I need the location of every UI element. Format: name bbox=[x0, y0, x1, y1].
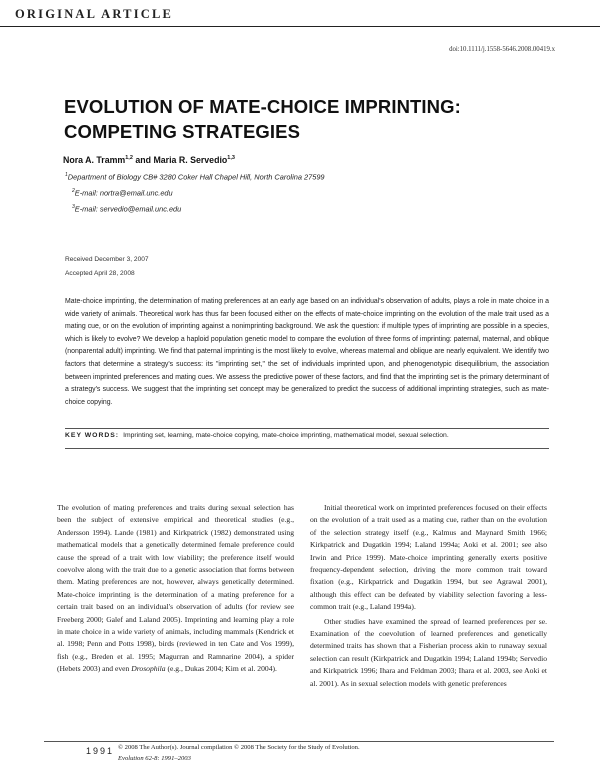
title-line-1: EVOLUTION OF MATE-CHOICE IMPRINTING: bbox=[64, 96, 461, 117]
footer-citation: Evolution 62-8: 1991–2003 bbox=[118, 755, 191, 762]
received-date: Received December 3, 2007 bbox=[65, 256, 149, 263]
body-column-left bbox=[57, 502, 294, 676]
body-text: (e.g., Dukas 2004; Kim et al. 2004). bbox=[165, 664, 277, 674]
affiliation-3-sup: 3 bbox=[72, 204, 75, 210]
affiliation-1 bbox=[65, 172, 325, 181]
body-paragraph: Other studies have examined the spread of learned preferences per se. Examination of the coevolution of learned preferences and genetically determined traits has shown that a Fisherian process akin to runaway sexual selection can result (Kirkpatrick and Dugatkin 1994; Laland 1994b; Servedio and Kirkpatrick 1996; Ihara and Feldman 2003; Ihara et al. 2003, see Aoki et al. 2001). As in sexual selection models with genetic preferences bbox=[310, 616, 547, 688]
authors bbox=[63, 155, 235, 165]
keywords-rule-bottom bbox=[65, 448, 549, 449]
email-author-2[interactable]: E-mail: servedio@email.unc.edu bbox=[74, 204, 182, 214]
author-joiner: and bbox=[132, 155, 154, 165]
affiliation-2 bbox=[72, 188, 173, 197]
title-line-2: COMPETING STRATEGIES bbox=[64, 121, 301, 142]
author-1-sup: 1,2 bbox=[125, 155, 133, 162]
body-column-right bbox=[310, 502, 547, 690]
author-1: Nora A. Tramm bbox=[63, 155, 126, 165]
affiliation-3 bbox=[72, 204, 181, 213]
keywords-label: KEY WORDS: bbox=[65, 432, 120, 439]
body-text: The evolution of mating preferences and traits during sexual selection has been the subject of extensive empirical and theoretical studies (e.g., Andersson 1994). Lande (1981) and Kirkpatrick (1982) demonstrated using mathematical models that a genetically determined female preference could cause the spread of a trait with low viability; the preference itself would coevolve along with the trait due to a genetic association that forms between them. Mating preferences are not, however, always genetically determined. Mate-choice imprinting is the determination of a mating preference for a certain trait based on an individual's observation of adults (for review see Freeberg 2000; Galef and Laland 2005). Imprinting and learning play a role in mate choice in a wide variety of animals, including mammals (Kendrick et al. 1998; Penn and Potts 1998), birds (reviewed in ten Cate and Vos 1999), fish (e.g., Breden et al. 1995; Magurran and Ramnarine 2004), a spider (Hebets 2003) and even bbox=[57, 503, 294, 674]
accepted-date: Accepted April 28, 2008 bbox=[65, 270, 135, 277]
header-rule bbox=[0, 26, 600, 27]
body-paragraph bbox=[57, 502, 294, 676]
affiliation-1-sup: 1 bbox=[65, 172, 68, 178]
abstract: Mate-choice imprinting, the determination of mating preferences at an early age based on an individual's observation of adults, plays a role in mate choice in a wide variety of animals. Theoretical work has thus far been focused either on the effects of mate-choice imprinting on the evolution of the male trait used as a mating cue, or on the evolution of imprinting against a nonimprinting background. We ask the question: if multiple types of imprinting are possible in a species, which is likely to evolve? We develop a haploid population genetic model to compare the evolution of three forms of imprinting: paternal, maternal, and oblique (nonparental adult) imprinting. We find that paternal imprinting is the most likely to evolve, whereas maternal and oblique are nearly equivalent. We identify two factors that determine a strategy's success: its "imprinting set," the set of individuals imprinted upon, and phenogenotypic disequilibrium, the association between imprinted preferences and mating cues. We assess the predictive power of these factors, and find that the imprinting set is the primary determinant of a strategy's success. We suggest that the imprinting set concept may be generalized to predict the success of additional imprinting strategies, such as mate-choice copying. bbox=[65, 298, 549, 406]
footer-rule bbox=[44, 741, 554, 742]
article-title bbox=[64, 94, 544, 144]
keywords bbox=[65, 432, 549, 439]
page-number: 1991 bbox=[86, 746, 115, 756]
author-2: Maria R. Servedio bbox=[153, 155, 228, 165]
keywords-rule-top bbox=[65, 428, 549, 429]
body-paragraph: Initial theoretical work on imprinted preferences focused on their effects on the evolution of a trait used as a mating cue, rather than on the evolution of the selection strategy itself (e.g., Kalmus and Maynard Smith 1966; Kirkpatrick and Dugatkin 1994; Laland 1994a; Aoki et al. 2001; see also Irwin and Price 1999). Mate-choice imprinting generally exerts positive frequency-dependent selection, driving the more common trait toward fixation (e.g., Kirkpatrick and Dugatkin 1994, but see Agrawal 2001), although this effect can be defeated by viability selection favoring a less-common trait (e.g., Laland 1994a). bbox=[310, 503, 547, 612]
keywords-text: Imprinting set, learning, mate-choice copying, mate-choice imprinting, mathematical model, sexual selection. bbox=[123, 432, 449, 439]
author-2-sup: 1,3 bbox=[227, 155, 235, 162]
section-label: ORIGINAL ARTICLE bbox=[15, 7, 174, 21]
doi[interactable]: doi:10.1111/j.1558-5646.2008.00419.x bbox=[449, 46, 555, 53]
affiliation-1-text: Department of Biology CB# 3280 Coker Hall Chapel Hill, North Carolina 27599 bbox=[67, 172, 325, 182]
footer-copyright: © 2008 The Author(s). Journal compilation © 2008 The Society for the Study of Evolution. bbox=[118, 744, 360, 751]
email-author-1[interactable]: E-mail: nortra@email.unc.edu bbox=[74, 188, 173, 198]
affiliation-2-sup: 2 bbox=[72, 188, 75, 194]
body-italic-term: Drosophila bbox=[131, 664, 166, 674]
